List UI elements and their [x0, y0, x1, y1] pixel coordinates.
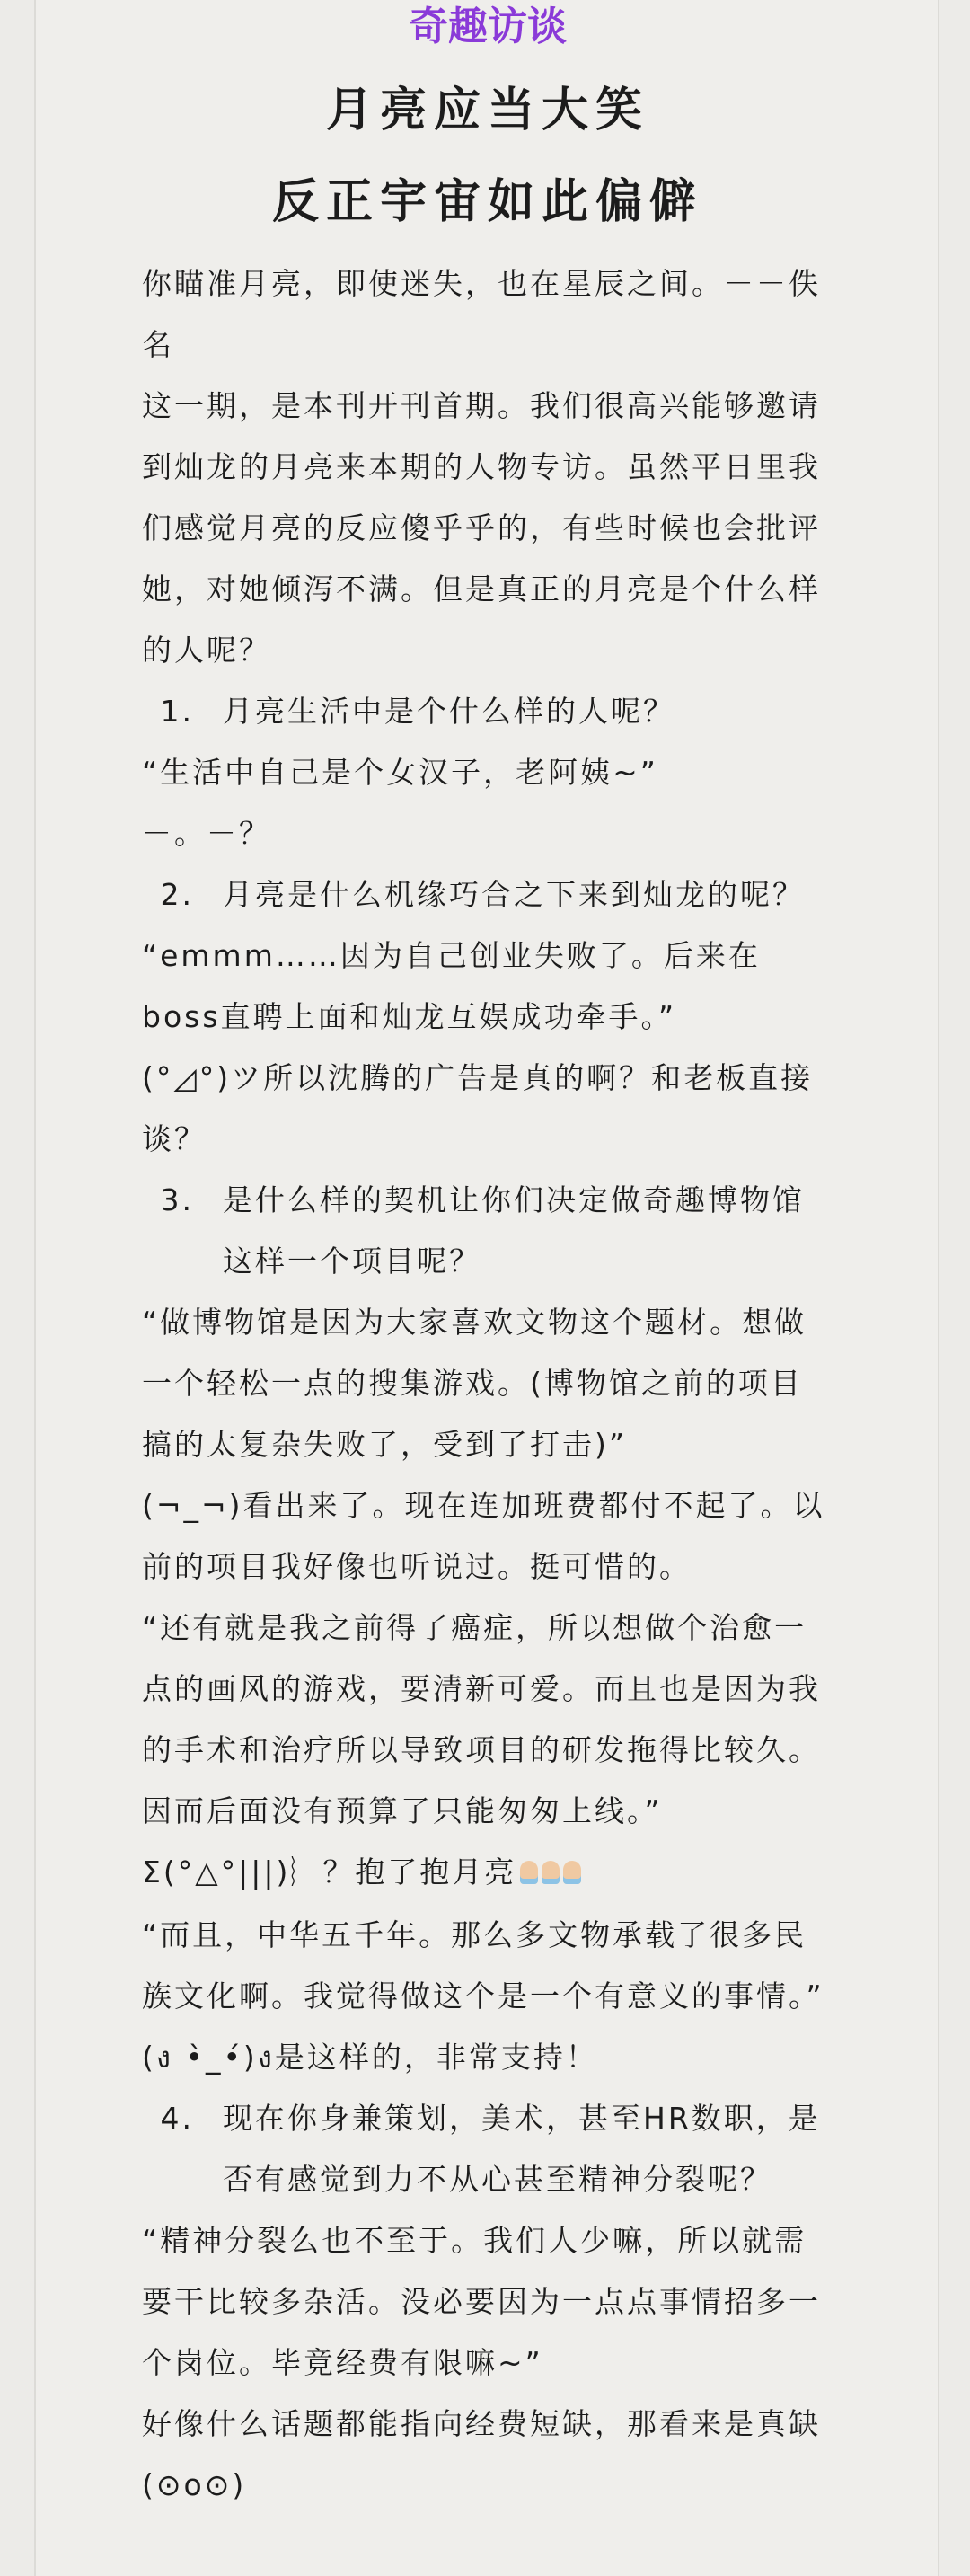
question-3 — [142, 1170, 833, 1292]
reaction-3-hug-text: Σ(°△°|||)︴？抱了抱月亮 — [142, 1855, 517, 1890]
column-brand: 奇趣访谈 — [409, 4, 567, 49]
question-4 — [142, 2088, 833, 2210]
answer-2: “emmm……因为自己创业失败了。后来在boss直聘上面和灿龙互娱成功牵手。” — [142, 938, 761, 1034]
answer-3-culture: “而且，中华五千年。那么多文物承载了很多民族文化啊。我觉得做这个是一个有意义的事情。” — [142, 1917, 824, 2014]
question-text: 是什么样的契机让你们决定做奇趣博物馆这样一个项目呢？ — [223, 1182, 805, 1279]
answer-3: “做博物馆是因为大家喜欢文物这个题材。想做一个轻松一点的搜集游戏。(博物馆之前的项目搞的太复杂失败了，受到了打击)” — [142, 1305, 807, 1462]
epigraph: 你瞄准月亮，即使迷失，也在星辰之间。－－佚名 — [142, 266, 821, 362]
question-number: 3. — [160, 1182, 194, 1217]
answer-4: “精神分裂么也不至于。我们人少嘛，所以就需要干比较多杂活。没必要因为一点点事情招多一个岗位。毕竟经费有限嘛~” — [142, 2222, 821, 2380]
answer-3-continued: “还有就是我之前得了癌症，所以想做个治愈一点的画风的游戏，要清新可爱。而且也是因为我的手术和治疗所以导致项目的研发拖得比较久。因而后面没有预算了只能匆匆上线。” — [142, 1610, 821, 1828]
question-number: 1. — [160, 694, 194, 729]
reaction-1: －。－？ — [142, 816, 271, 851]
question-number: 2. — [160, 877, 194, 912]
article-column — [142, 0, 833, 2516]
reaction-3-hug — [142, 1842, 833, 1905]
question-text: 月亮是什么机缘巧合之下来到灿龙的呢？ — [223, 877, 805, 912]
article-body — [142, 253, 833, 2516]
reaction-2: (°◿°)ツ所以沈腾的广告是真的啊？和老板直接谈？ — [142, 1060, 814, 1156]
praying-hands-icon — [520, 1844, 585, 1905]
question-text: 月亮生活中是个什么样的人呢？ — [223, 694, 675, 729]
reaction-3-support: (ง •̀_•́)ง是这样的，非常支持！ — [142, 2039, 598, 2075]
article-title-line-1: 月亮应当大笑 — [325, 84, 649, 137]
question-text: 现在你身兼策划，美术，甚至HR数职，是否有感觉到力不从心甚至精神分裂呢？ — [223, 2100, 821, 2197]
reaction-3: (¬_¬)看出来了。现在连加班费都付不起了。以前的项目我好像也听说过。挺可惜的。 — [142, 1488, 825, 1584]
question-2 — [142, 864, 833, 925]
article-title-line-2: 反正宇宙如此偏僻 — [271, 175, 703, 229]
reaction-4: 好像什么话题都能指向经费短缺，那看来是真缺(⊙o⊙) — [142, 2405, 821, 2502]
question-number: 4. — [160, 2100, 194, 2136]
intro-paragraph: 这一期，是本刊开刊首期。我们很高兴能够邀请到灿龙的月亮来本期的人物专访。虽然平日里我们感觉月亮的反应傻乎乎的，有些时候也会批评她，对她倾泻不满。但是真正的月亮是个什么样的人呢？ — [142, 388, 821, 668]
answer-1: “生活中自己是个女汉子，老阿姨~” — [142, 755, 658, 790]
question-1 — [142, 681, 833, 742]
